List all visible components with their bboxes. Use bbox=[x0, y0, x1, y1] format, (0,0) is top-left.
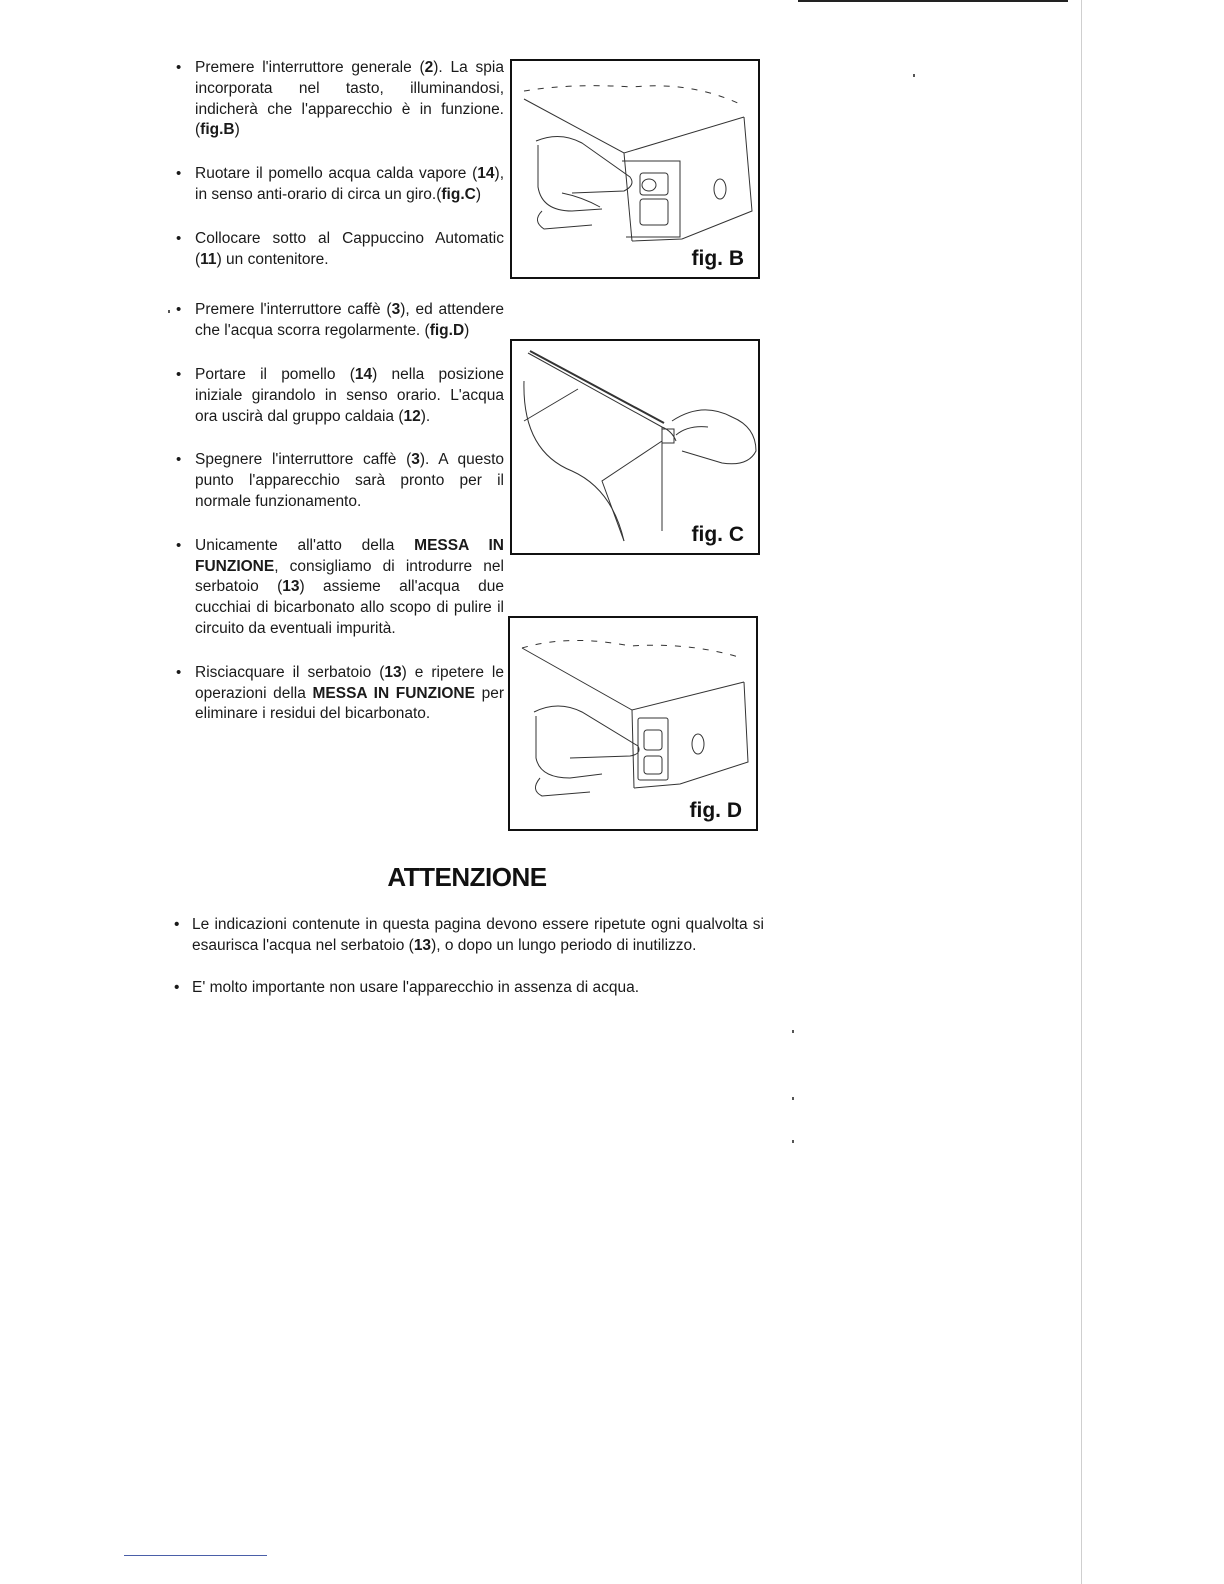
instruction-step: • Premere l'interruttore generale (2). La spia incorporata nel tasto, illuminandosi, indicherà che l'apparecchio è in funzione.(fig.B) bbox=[176, 59, 504, 139]
figure-d bbox=[508, 616, 758, 831]
warning-title: ATTENZIONE bbox=[387, 862, 547, 892]
bullet: • bbox=[176, 365, 182, 383]
coffee-switch-illustration bbox=[510, 618, 756, 829]
instruction-step: • Portare il pomello (14) nella posizione iniziale girandolo in senso orario. L'acqua ora uscirà dal gruppo caldaia (12). bbox=[176, 365, 504, 425]
machine-switch-illustration bbox=[512, 61, 758, 277]
figure-c-label: fig. C bbox=[691, 523, 744, 546]
instruction-list bbox=[172, 58, 504, 748]
bullet: • bbox=[176, 165, 182, 183]
instruction-step: • Spegnere l'interruttore caffè (3). A questo punto l'apparecchio sarà pronto per il normale funzionamento. bbox=[176, 451, 504, 510]
instruction-step: • Ruotare il pomello acqua calda vapore (14), in senso anti-orario di circa un giro.(fig.C) bbox=[176, 165, 504, 203]
scan-speck bbox=[792, 1140, 794, 1143]
instruction-step: • Risciacquare il serbatoio (13) e ripetere le operazioni della MESSA IN FUNZIONE per eliminare i residui del bicarbonato. bbox=[176, 663, 504, 723]
scan-speck bbox=[913, 74, 915, 77]
instruction-step: • Unicamente all'atto della MESSA IN FUNZIONE, consigliamo di introdurre nel serbatoio (13) assieme all'acqua due cucchiai di bicarbonato allo scopo di pulire il circuito da eventuali impurità. bbox=[176, 536, 505, 637]
instruction-step: • Premere l'interruttore caffè (3), ed attendere che l'acqua scorra regolarmente. (fig.D) bbox=[176, 301, 504, 340]
top-rule bbox=[798, 0, 1068, 2]
warning-item: • Le indicazioni contenute in questa pagina devono essere ripetute ogni qualvolta si esaurisca l'acqua nel serbatoio (13), o dopo un lungo periodo di inutilizzo. bbox=[174, 916, 764, 954]
bullet: • bbox=[176, 301, 182, 319]
warning-item: • E' molto importante non usare l'apparecchio in assenza di acqua. bbox=[172, 978, 764, 999]
bullet: • bbox=[176, 663, 182, 681]
bullet: • bbox=[176, 451, 182, 469]
figure-d-label: fig. D bbox=[689, 799, 742, 822]
bullet: • bbox=[174, 978, 180, 996]
knob-turning-illustration bbox=[512, 341, 758, 553]
scan-speck bbox=[168, 310, 170, 313]
bullet: • bbox=[176, 59, 182, 76]
right-edge-rule bbox=[1081, 0, 1082, 1584]
figure-b-label: fig. B bbox=[691, 247, 744, 270]
bullet: • bbox=[176, 536, 182, 554]
bullet: • bbox=[174, 916, 180, 933]
scan-speck bbox=[792, 1030, 794, 1033]
instruction-step: • Collocare sotto al Cappuccino Automatic (11) un contenitore. bbox=[176, 229, 504, 268]
warning-list bbox=[172, 915, 764, 1019]
figure-b bbox=[510, 59, 760, 279]
bullet: • bbox=[176, 229, 182, 247]
figure-c bbox=[510, 339, 760, 555]
bottom-rule bbox=[124, 1555, 267, 1556]
scan-speck bbox=[792, 1097, 794, 1100]
